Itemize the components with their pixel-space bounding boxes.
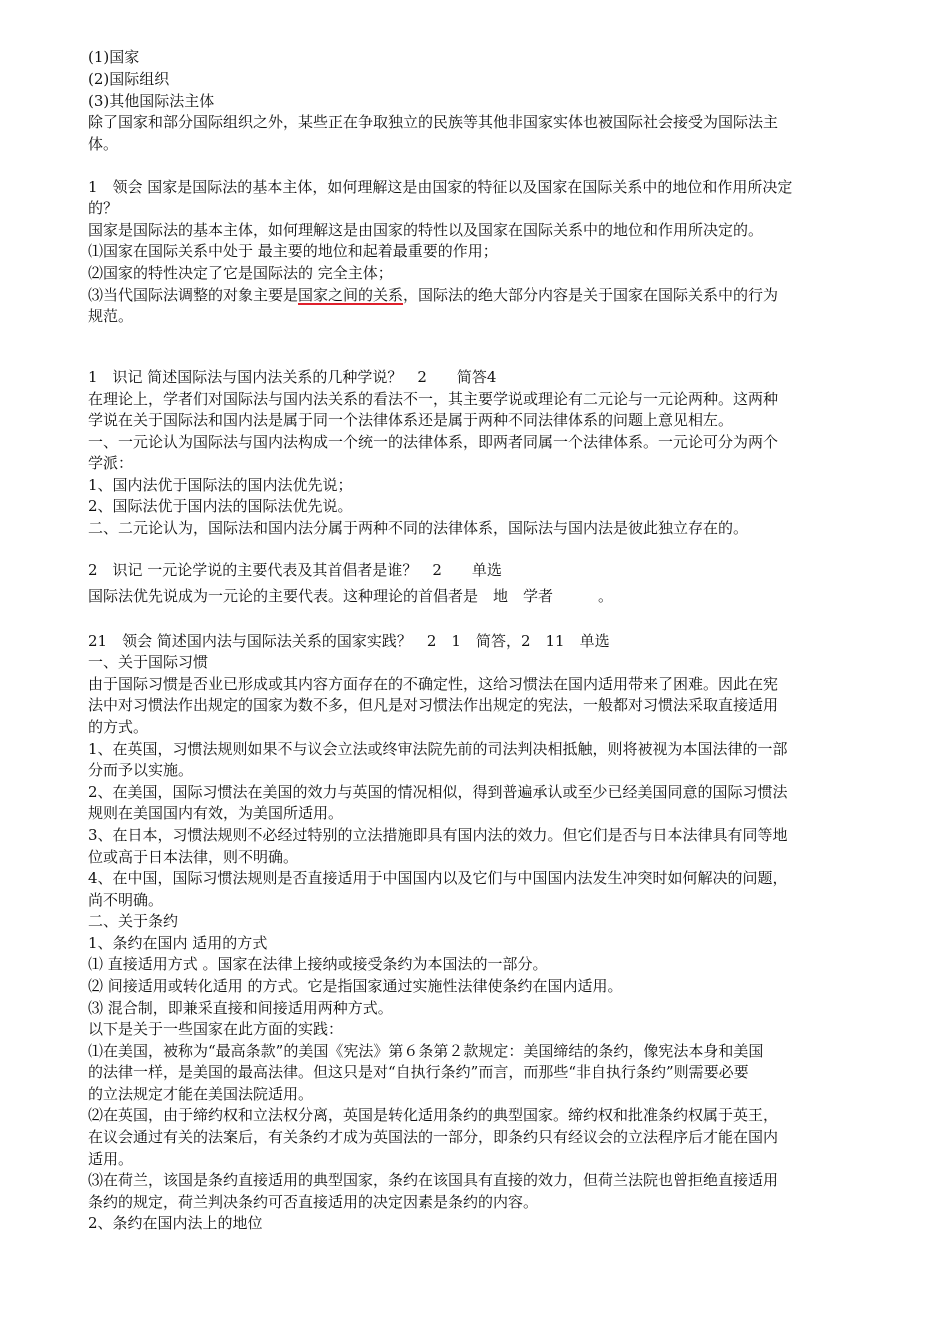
- underlined-phrase: 国家之间的关系: [298, 286, 404, 304]
- section-heading: 21 领会 简述国内法与国际法关系的国家实践？ 2 1 简答，2 11 单选: [88, 632, 610, 650]
- text-line: 的立法规定才能在美国法院适用。: [88, 1085, 314, 1103]
- section-heading: 1 领会 国家是国际法的基本主体，如何理解这是由国家的特征以及国家在国际关系中的地位和作用所决定: [88, 178, 793, 196]
- text-line: 一、关于国际习惯: [88, 653, 209, 671]
- text-line: 国际法优先说成为一元论的主要代表。这种理论的首倡者是 地 学者 。: [88, 587, 614, 605]
- text-line: 1、在英国，习惯法规则如果不与议会立法或终审法院先前的司法判决相抵触，则将被视为本国法律的一部: [88, 740, 788, 758]
- text-line: (1)国家: [88, 48, 140, 66]
- text-line: ⑵ 间接适用或转化适用 的方式。它是指国家通过实施性法律使条约在国内适用。: [88, 977, 623, 995]
- text-line: 2、在美国，国际习惯法在美国的效力与英国的情况相似，得到普遍承认或至少已经美国同意的国际习惯法: [88, 783, 788, 801]
- text-line: (2)国际组织: [88, 70, 170, 88]
- text-line: 由于国际习惯是否业已形成或其内容方面存在的不确定性，这给习惯法在国内适用带来了困难。因此在宪: [88, 675, 779, 693]
- text-line: 规则在美国国内有效，为美国所适用。: [88, 804, 344, 822]
- text-line: 的法律一样，是美国的最高法律。但这只是对“自执行条约”而言，而那些“非自执行条约”则需要必要: [88, 1063, 749, 1081]
- text-line: 1、国内法优于国际法的国内法优先说；: [88, 476, 353, 494]
- section-heading: 1 识记 简述国际法与国内法关系的几种学说？ 2 简答4: [88, 368, 497, 386]
- text-line: 除了国家和部分国际组织之外，某些正在争取独立的民族等其他非国家实体也被国际社会接受为国际法主: [88, 113, 779, 131]
- text-line: 尚不明确。: [88, 891, 164, 909]
- text-line: 分而予以实施。: [88, 761, 194, 779]
- text-line: 法中对习惯法作出规定的国家为数不多，但凡是对习惯法作出规定的宪法，一般都对习惯法采取直接适用: [88, 696, 779, 714]
- text-line: 二、二元论认为，国际法和国内法分属于两种不同的法律体系，国际法与国内法是彼此独立存在的。: [88, 519, 749, 537]
- text-line: 在理论上，学者们对国际法与国内法关系的看法不一，其主要学说或理论有二元论与一元论两种。这两种: [88, 390, 779, 408]
- text-line: 体。: [88, 135, 119, 153]
- text-line: 规范。: [88, 307, 134, 325]
- section-heading: 2 识记 一元论学说的主要代表及其首倡者是谁？ 2 单选: [88, 561, 502, 579]
- text-line: 国家是国际法的基本主体，如何理解这是由国家的特性以及国家在国际关系中的地位和作用所决定的。: [88, 221, 764, 239]
- text-line: 3、在日本，习惯法规则不必经过特别的立法措施即具有国内法的效力。但它们是否与日本法律具有同等地: [88, 826, 788, 844]
- text-line: 适用。: [88, 1150, 134, 1168]
- text-line: 位或高于日本法律，则不明确。: [88, 848, 299, 866]
- text-line: 以下是关于一些国家在此方面的实践：: [88, 1020, 344, 1038]
- text-line: ⑵国家的特性决定了它是国际法的 完全主体；: [88, 264, 393, 282]
- text-line: 的？: [88, 199, 119, 217]
- text-line: ⑴国家在国际关系中处于 最主要的地位和起着最重要的作用；: [88, 242, 498, 260]
- text-line: ⑶ 混合制，即兼采直接和间接适用两种方式。: [88, 999, 393, 1017]
- text-line: 学派：: [88, 454, 134, 472]
- text-line: 1、条约在国内 适用的方式: [88, 934, 268, 952]
- text-segment: ⑶当代国际法调整的对象主要是: [88, 286, 299, 304]
- text-line: 2、条约在国内法上的地位: [88, 1214, 263, 1232]
- text-line: 在议会通过有关的法案后，有关条约才成为英国法的一部分，即条约只有经议会的立法程序后才能在国内: [88, 1128, 779, 1146]
- text-line: 学说在关于国际法和国内法是属于同一个法律体系还是属于两种不同法律体系的问题上意见相左。: [88, 411, 734, 429]
- text-line: 二、关于条约: [88, 912, 179, 930]
- text-line: 的方式。: [88, 718, 149, 736]
- text-line: ⑴ 直接适用方式 。国家在法律上接纳或接受条约为本国法的一部分。: [88, 955, 548, 973]
- text-line: ⑵在英国，由于缔约权和立法权分离，英国是转化适用条约的典型国家。缔约权和批准条约权属于英王，: [88, 1106, 779, 1124]
- text-line: 条约的规定，荷兰判决条约可否直接适用的决定因素是条约的内容。: [88, 1193, 539, 1211]
- text-line: (3)其他国际法主体: [88, 92, 215, 110]
- text-line: 一、一元论认为国际法与国内法构成一个统一的法律体系，即两者同属一个法律体系。一元论可分为两个: [88, 433, 779, 451]
- text-line: 4、在中国，国际习惯法规则是否直接适用于中国国内以及它们与中国国内法发生冲突时如何解决的问题，: [88, 869, 788, 887]
- text-line: ⑶在荷兰，该国是条约直接适用的典型国家，条约在该国具有直接的效力，但荷兰法院也曾拒绝直接适用: [88, 1171, 779, 1189]
- text-line: ⑴在美国，被称为“最高条款”的美国《宪法》第６条第２款规定：美国缔结的条约，像宪法本身和美国: [88, 1042, 764, 1060]
- text-line-with-underline: [88, 284, 878, 306]
- text-line: 2、国际法优于国内法的国际法优先说。: [88, 497, 353, 515]
- text-segment: ，国际法的绝大部分内容是关于国家在国际关系中的行为: [403, 286, 779, 304]
